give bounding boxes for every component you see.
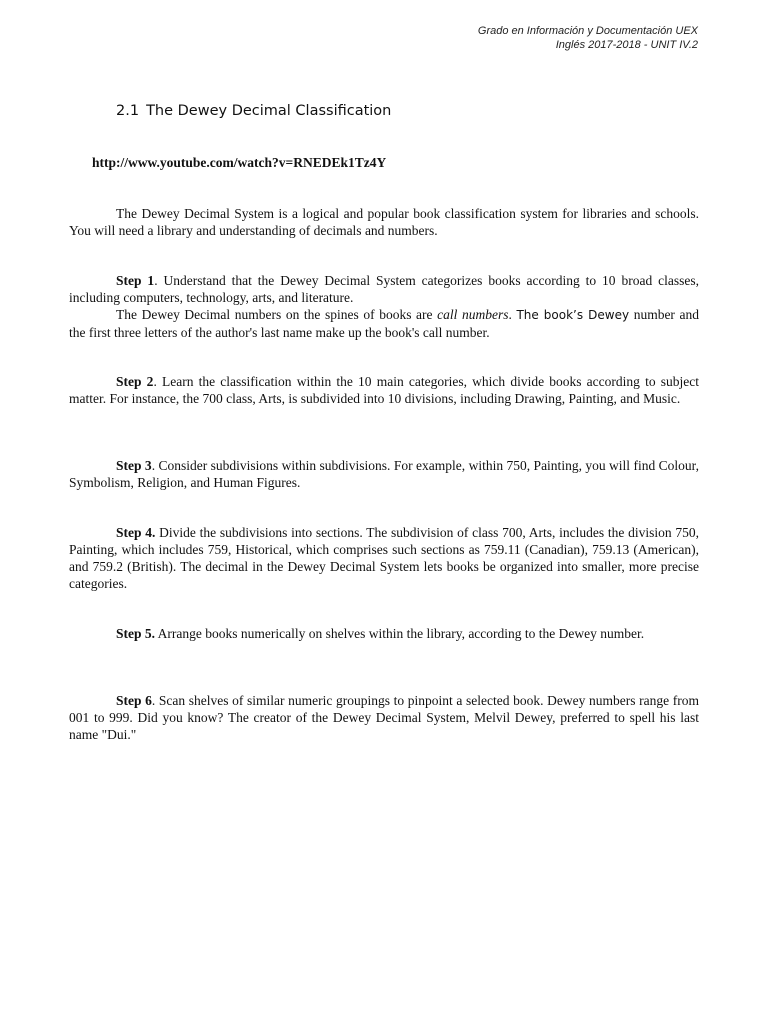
step-4-label: Step 4. [116,525,156,540]
step-1 [69,272,699,341]
section-title: The Dewey Decimal Classification [146,103,392,119]
section-number: 2.1 [116,103,140,119]
step-1-extra [69,306,699,341]
step-5-label: Step 5. [116,626,156,641]
header-course: Grado en Información y Documentación UEX [477,25,698,37]
step-2-label: Step 2 [116,374,154,389]
step-3-label: Step 3 [116,458,152,473]
section-heading [116,103,391,119]
step-2-paragraph [69,373,699,407]
intro-paragraph [69,205,699,239]
step-1-text: . Understand that the Dewey Decimal System categorizes books according to 10 broad classes, including computers, technology, arts, and literature. [69,273,699,305]
step-3-paragraph [69,457,699,491]
step-3-text: . Consider subdivisions within subdivisions. For example, within 750, Painting, you will find Colour, Symbolism, Religion, and Human Figures. [69,458,699,490]
step-1-extra-suffix: number and the first three letters of the author's last name make up the book's call number. [69,307,700,340]
step-6-label: Step 6 [116,693,152,708]
video-link[interactable]: http://www.youtube.com/watch?v=RNEDEk1Tz4Y [92,155,387,170]
step-1-extra-mid: . [508,307,517,322]
step-1-extra-sans: The book’s Dewey [516,308,630,322]
step-6 [69,692,699,743]
step-4-text: Divide the subdivisions into sections. The subdivision of class 700, Arts, includes the division 750, Painting, which includes 759, Historical, which comprises such sections as 759.11 (Canadian), 759.13 (American), and 759.2 (British). The decimal in the Dewey Decimal System lets books be organized into smaller, more precise categories. [69,525,699,591]
step-5-paragraph [69,625,699,642]
intro-text: The Dewey Decimal System is a logical and popular book classification system for libraries and schools. You will need a library and understanding of decimals and numbers. [69,206,699,238]
step-3 [69,457,699,491]
step-4-paragraph [69,524,699,592]
step-6-paragraph [69,692,699,743]
step-1-extra-prefix: The Dewey Decimal numbers on the spines of books are [116,307,438,322]
step-5-text: Arrange books numerically on shelves within the library, according to the Dewey number. [155,626,645,641]
step-6-text: . Scan shelves of similar numeric groupings to pinpoint a selected book. Dewey numbers range from 001 to 999. Did you know? The creator of the Dewey Decimal System, Melvil Dewey, preferred to spell his last name "Dui." [69,693,699,742]
step-5 [69,625,699,642]
step-1-label: Step 1 [116,273,155,288]
step-4 [69,524,699,592]
step-2 [69,373,699,407]
call-numbers-term: call numbers [437,307,509,322]
step-2-text: . Learn the classification within the 10 main categories, which divide books according to subject matter. For instance, the 700 class, Arts, is subdivided into 10 divisions, including Drawing, Painting, and Music. [69,374,699,406]
step-1-paragraph [69,272,699,306]
header-unit: Inglés 2017-2018 - UNIT IV.2 [555,39,698,51]
page-header [478,24,698,52]
